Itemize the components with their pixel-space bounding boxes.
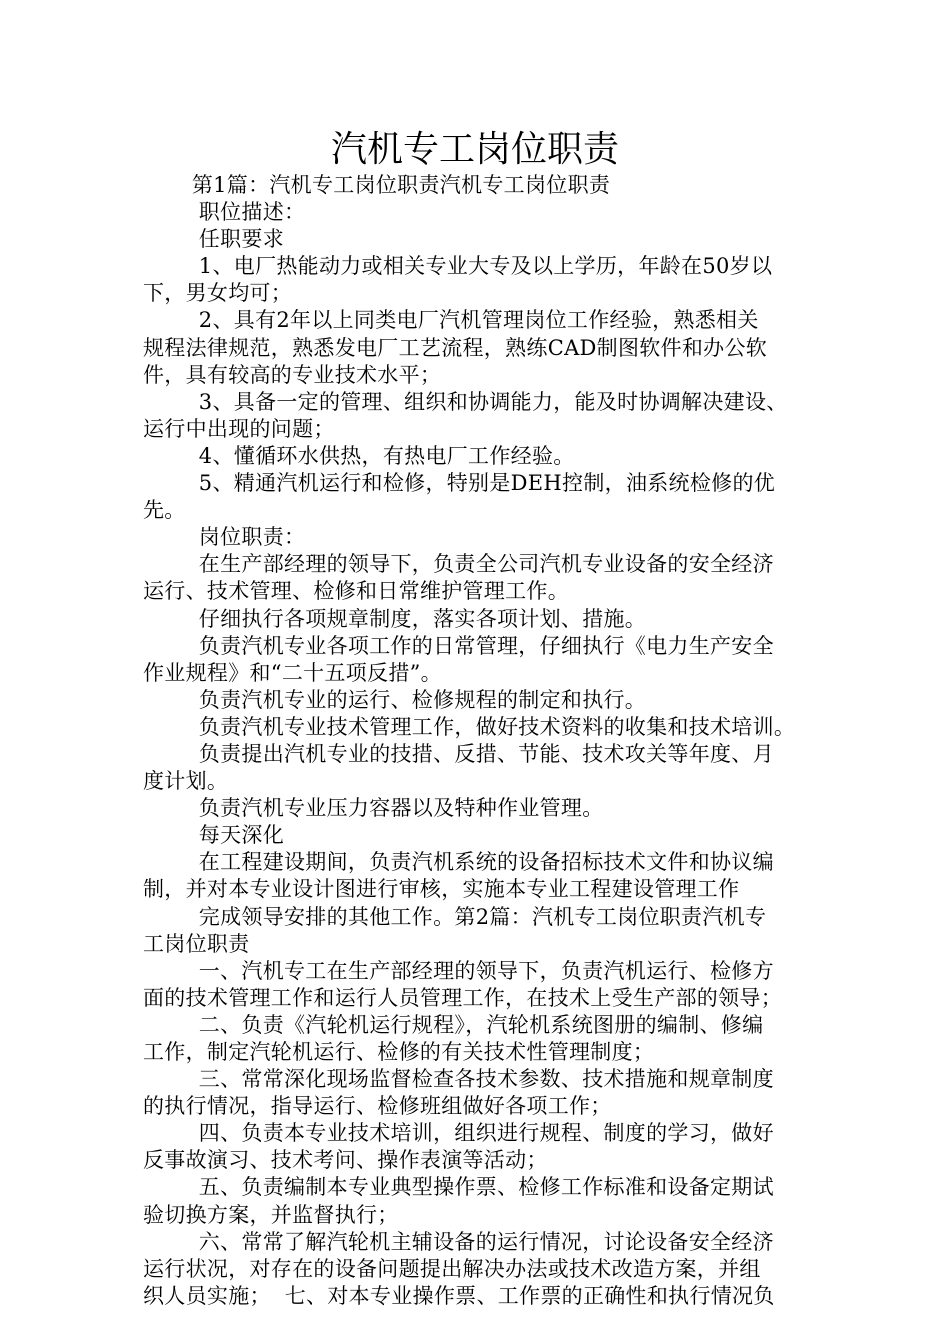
body-line: 5、精通汽机运行和检修，特别是DEH控制，油系统检修的优 — [143, 471, 776, 496]
body-line: 完成领导安排的其他工作。第2篇：汽机专工岗位职责汽机专 — [143, 904, 767, 929]
body-line: 负责汽机专业的运行、检修规程的制定和执行。 — [143, 687, 647, 712]
body-line: 职位描述： — [143, 200, 306, 225]
body-line: 度计划。 — [143, 769, 229, 794]
body-line: 负责汽机专业各项工作的日常管理，仔细执行《电力生产安全 — [143, 633, 774, 658]
body-line: 第1篇：汽机专工岗位职责汽机专工岗位职责 — [143, 173, 611, 197]
body-line: 4、懂循环水供热，有热电厂工作经验。 — [143, 443, 575, 468]
body-line: 六、常常了解汽轮机主辅设备的运行情况，讨论设备安全经济 — [143, 1229, 774, 1254]
body-line: 运行、技术管理、检修和日常维护管理工作。 — [143, 579, 569, 604]
body-line: 件，具有较高的专业技术水平； — [143, 362, 442, 387]
body-line: 验切换方案，并监督执行； — [143, 1202, 399, 1227]
body-line: 每天深化 — [143, 823, 285, 848]
body-line: 规程法律规范，熟悉发电厂工艺流程，熟练CAD制图软件和办公软 — [143, 335, 768, 360]
body-line: 在生产部经理的领导下，负责全公司汽机专业设备的安全经济 — [143, 552, 774, 577]
body-line: 运行中出现的问题； — [143, 416, 335, 441]
body-line: 任职要求 — [143, 227, 285, 252]
body-line: 制，并对本专业设计图进行审核，实施本专业工程建设管理工作 — [143, 877, 740, 902]
body-line: 的执行情况，指导运行、检修班组做好各项工作； — [143, 1094, 612, 1119]
body-line: 作业规程》和“二十五项反措”。 — [143, 660, 442, 685]
body-line: 面的技术管理工作和运行人员管理工作，在技术上受生产部的领导； — [143, 985, 782, 1010]
document-title: 汽机专工岗位职责 — [330, 129, 619, 170]
body-line: 先。 — [143, 498, 186, 523]
body-line: 反事故演习、技术考问、操作表演等活动； — [143, 1148, 548, 1173]
body-line: 二、负责《汽轮机运行规程》，汽轮机系统图册的编制、修编 — [143, 1012, 764, 1037]
body-line: 3、具备一定的管理、组织和协调能力，能及时协调解决建设、 — [143, 389, 788, 414]
body-line: 负责提出汽机专业的技措、反措、节能、技术攻关等年度、月 — [143, 741, 774, 766]
body-line: 2、具有2年以上同类电厂汽机管理岗位工作经验，熟悉相关 — [143, 308, 759, 333]
body-line: 五、负责编制本专业典型操作票、检修工作标准和设备定期试 — [143, 1175, 774, 1200]
body-line: 岗位职责： — [143, 525, 306, 550]
body-line: 仔细执行各项规章制度，落实各项计划、措施。 — [143, 606, 647, 631]
body-line: 在工程建设期间，负责汽机系统的设备招标技术文件和协议编 — [143, 850, 774, 875]
body-line: 一、汽机专工在生产部经理的领导下，负责汽机运行、检修方 — [143, 958, 774, 983]
body-line: 1、电厂热能动力或相关专业大专及以上学历，年龄在50岁以 — [143, 254, 773, 279]
body-line: 负责汽机专业压力容器以及特种作业管理。 — [143, 796, 604, 821]
body-line: 负责汽机专业技术管理工作，做好技术资料的收集和技术培训。 — [143, 714, 796, 739]
document-body — [143, 172, 843, 1310]
body-line: 下，男女均可； — [143, 281, 293, 306]
body-line: 织人员实施； 七、对本专业操作票、工作票的正确性和执行情况负 — [143, 1283, 775, 1308]
body-line: 工作，制定汽轮机运行、检修的有关技术性管理制度； — [143, 1040, 655, 1064]
body-line: 四、负责本专业技术培训，组织进行规程、制度的学习，做好 — [143, 1121, 774, 1146]
body-line: 工岗位职责 — [143, 931, 250, 956]
body-line: 三、常常深化现场监督检查各技术参数、技术措施和规章制度 — [143, 1067, 774, 1092]
body-line: 运行状况，对存在的设备问题提出解决办法或技术改造方案，并组 — [143, 1256, 761, 1281]
